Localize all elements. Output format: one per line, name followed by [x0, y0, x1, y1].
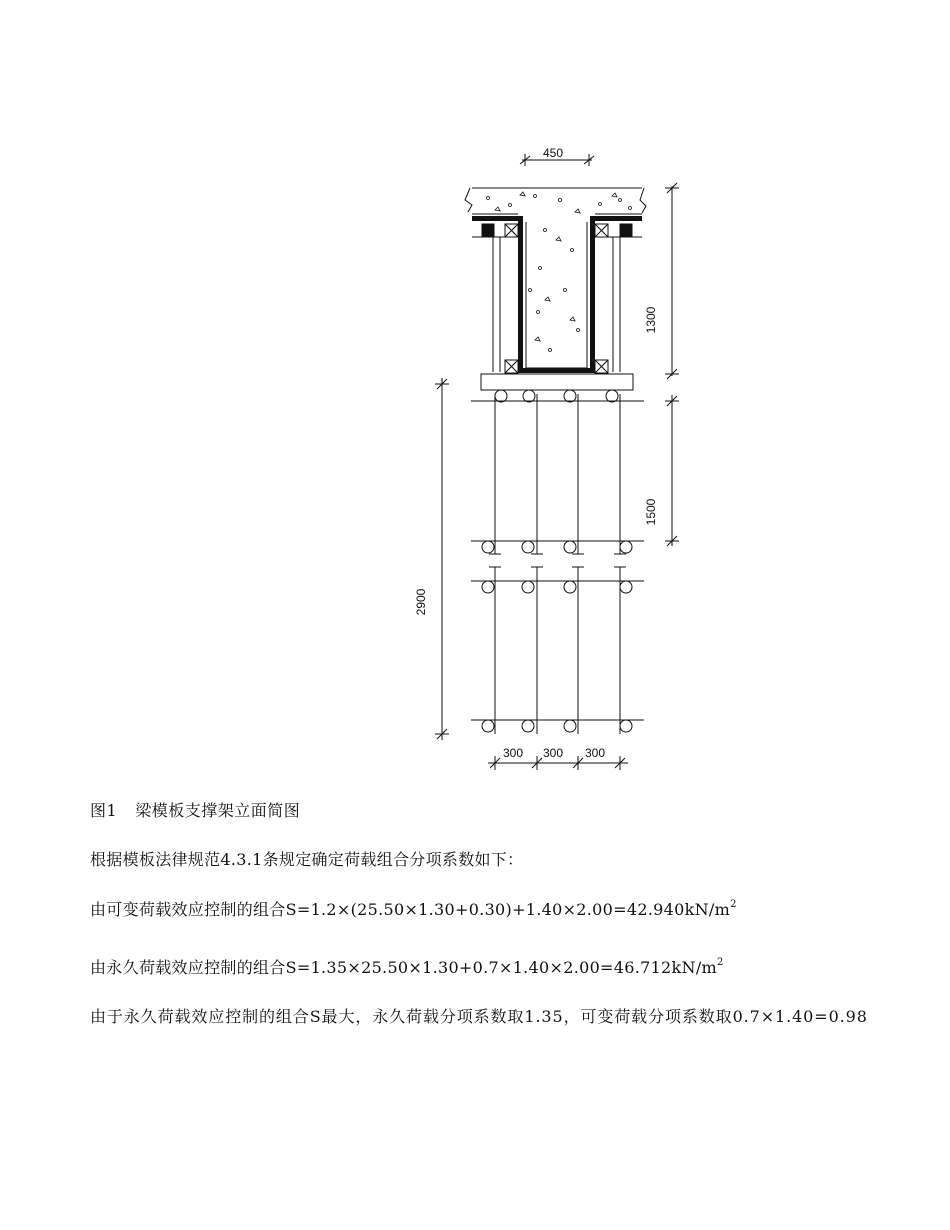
unit-superscript: 2 [717, 957, 724, 968]
concrete-aggregate [487, 192, 632, 352]
dim-label-450: 450 [542, 146, 564, 160]
unit-superscript: 2 [730, 899, 737, 910]
dim-step-height [665, 395, 679, 546]
timber-joists [472, 224, 642, 237]
formula-variable-combination: 由可变荷载效应控制的组合S=1.2×(25.50×1.30+0.30)+1.40×2.00=42.940kN/m [90, 900, 731, 919]
figure-caption-number: 图1 [90, 801, 118, 820]
figure-caption [90, 798, 300, 821]
beam-bottom-timber [481, 374, 633, 390]
dim-label-spacing-2: 300 [542, 746, 564, 760]
dim-label-1300: 1300 [644, 306, 658, 334]
dim-total-height [435, 378, 449, 740]
paragraph-permanent-load-combination [90, 954, 724, 982]
paragraph-variable-load-combination [90, 896, 737, 924]
dim-label-2900: 2900 [414, 588, 428, 616]
paragraph-load-factor-intro: 根据模板法律规范4.3.1条规定确定荷载组合分项系数如下： [90, 850, 524, 869]
slab-formwork [472, 216, 642, 221]
scaffold-lower [471, 567, 644, 734]
paragraph-conclusion: 由于永久荷载效应控制的组合S最大，永久荷载分项系数取1.35，可变荷载分项系数取0.7×1.40=0.98 [90, 1007, 868, 1026]
dim-label-1500: 1500 [644, 498, 658, 526]
dim-label-spacing-3: 300 [584, 746, 606, 760]
dim-beam-height [665, 183, 679, 379]
formula-permanent-combination: 由永久荷载效应控制的组合S=1.35×25.50×1.30+0.7×1.40×2.00=46.712kN/m [90, 958, 717, 977]
figure-caption-text: 梁模板支撑架立面简图 [135, 801, 301, 820]
dim-label-spacing-1: 300 [502, 746, 524, 760]
scaffold-upper [471, 390, 644, 554]
